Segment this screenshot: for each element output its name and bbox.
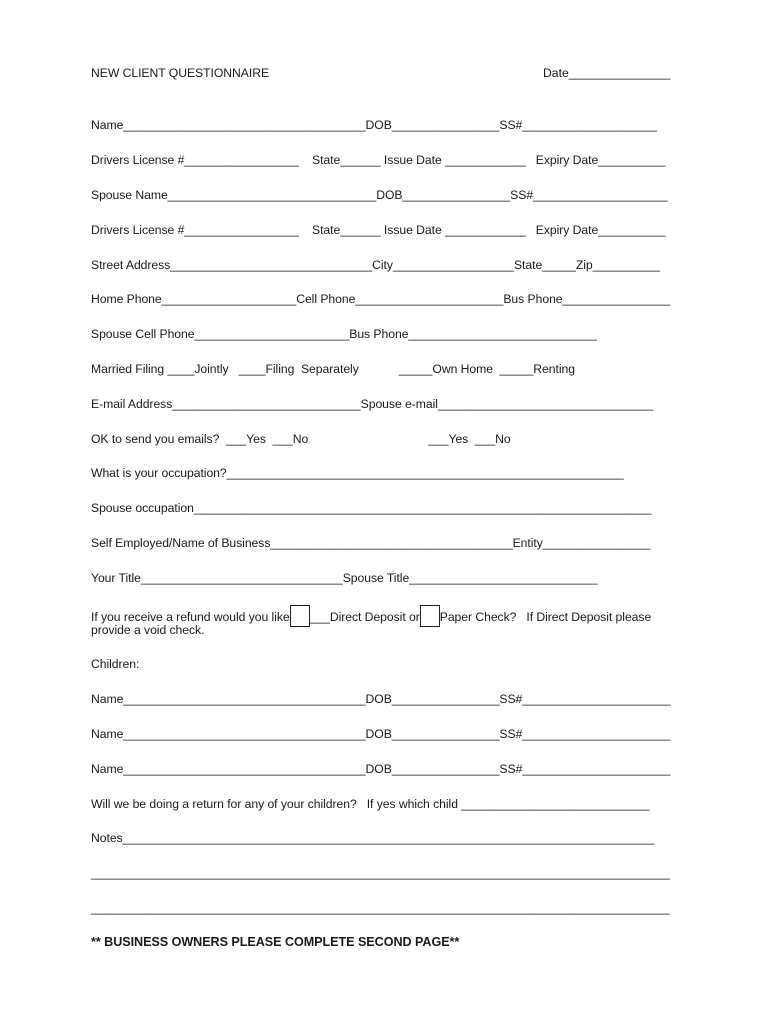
spouse-occupation-line[interactable]: Spouse occupation____________________________________________________________________	[91, 501, 652, 515]
business-owners-note: ** BUSINESS OWNERS PLEASE COMPLETE SECOND PAGE**	[91, 935, 460, 949]
direct-deposit-label: ___Direct Deposit or	[309, 610, 420, 624]
spouse-name-line[interactable]: Spouse Name_______________________________DOB________________SS#____________________	[91, 188, 668, 202]
street-address-line[interactable]: Street Address______________________________City__________________State_____Zip__________	[91, 258, 660, 272]
child-3-line[interactable]: Name____________________________________DOB________________SS#______________________	[91, 762, 671, 776]
occupation-line[interactable]: What is your occupation?___________________________________________________________	[91, 466, 624, 480]
spouse-phone-line[interactable]: Spouse Cell Phone_______________________Bus Phone____________________________	[91, 327, 597, 341]
ok-emails-line[interactable]: OK to send you emails? ___Yes ___No ___Yes ___No	[91, 432, 511, 446]
self-employed-line[interactable]: Self Employed/Name of Business____________________________________Entity________________	[91, 536, 651, 550]
child-2-line[interactable]: Name____________________________________DOB________________SS#______________________	[91, 727, 671, 741]
title-line[interactable]: Your Title______________________________Spouse Title____________________________	[91, 571, 598, 585]
form-title: NEW CLIENT QUESTIONNAIRE	[91, 66, 270, 80]
child-1-line[interactable]: Name____________________________________DOB________________SS#______________________	[91, 692, 671, 706]
notes-line-2[interactable]: ______________________________________________________________________________________	[91, 866, 670, 880]
paper-check-checkbox[interactable]	[420, 605, 440, 627]
children-label: Children:	[91, 657, 140, 671]
drivers-license-line[interactable]: Drivers License #_________________ State______ Issue Date ____________ Expiry Date__________	[91, 153, 666, 167]
date-field[interactable]: Date_______________	[543, 66, 671, 80]
name-dob-ss-line[interactable]: Name____________________________________DOB________________SS#____________________	[91, 118, 657, 132]
spouse-drivers-license-line[interactable]: Drivers License #_________________ State______ Issue Date ____________ Expiry Date__________	[91, 223, 666, 237]
direct-deposit-checkbox[interactable]	[290, 605, 310, 627]
paper-check-label: Paper Check? If Direct Deposit please	[439, 610, 652, 624]
married-filing-line[interactable]: Married Filing ____Jointly ____Filing Separately _____Own Home _____Renting	[91, 362, 575, 376]
refund-question: If you receive a refund would you like	[91, 610, 290, 624]
phone-line[interactable]: Home Phone____________________Cell Phone______________________Bus Phone________________	[91, 292, 671, 306]
children-return-line[interactable]: Will we be doing a return for any of your children? If yes which child ____________________________	[91, 797, 650, 811]
void-check-note: provide a void check.	[91, 623, 205, 637]
email-address-line[interactable]: E-mail Address____________________________Spouse e-mail________________________________	[91, 397, 654, 411]
notes-line[interactable]: Notes_______________________________________________________________________________	[91, 831, 655, 845]
notes-line-3[interactable]: ______________________________________________________________________________________	[91, 901, 670, 915]
